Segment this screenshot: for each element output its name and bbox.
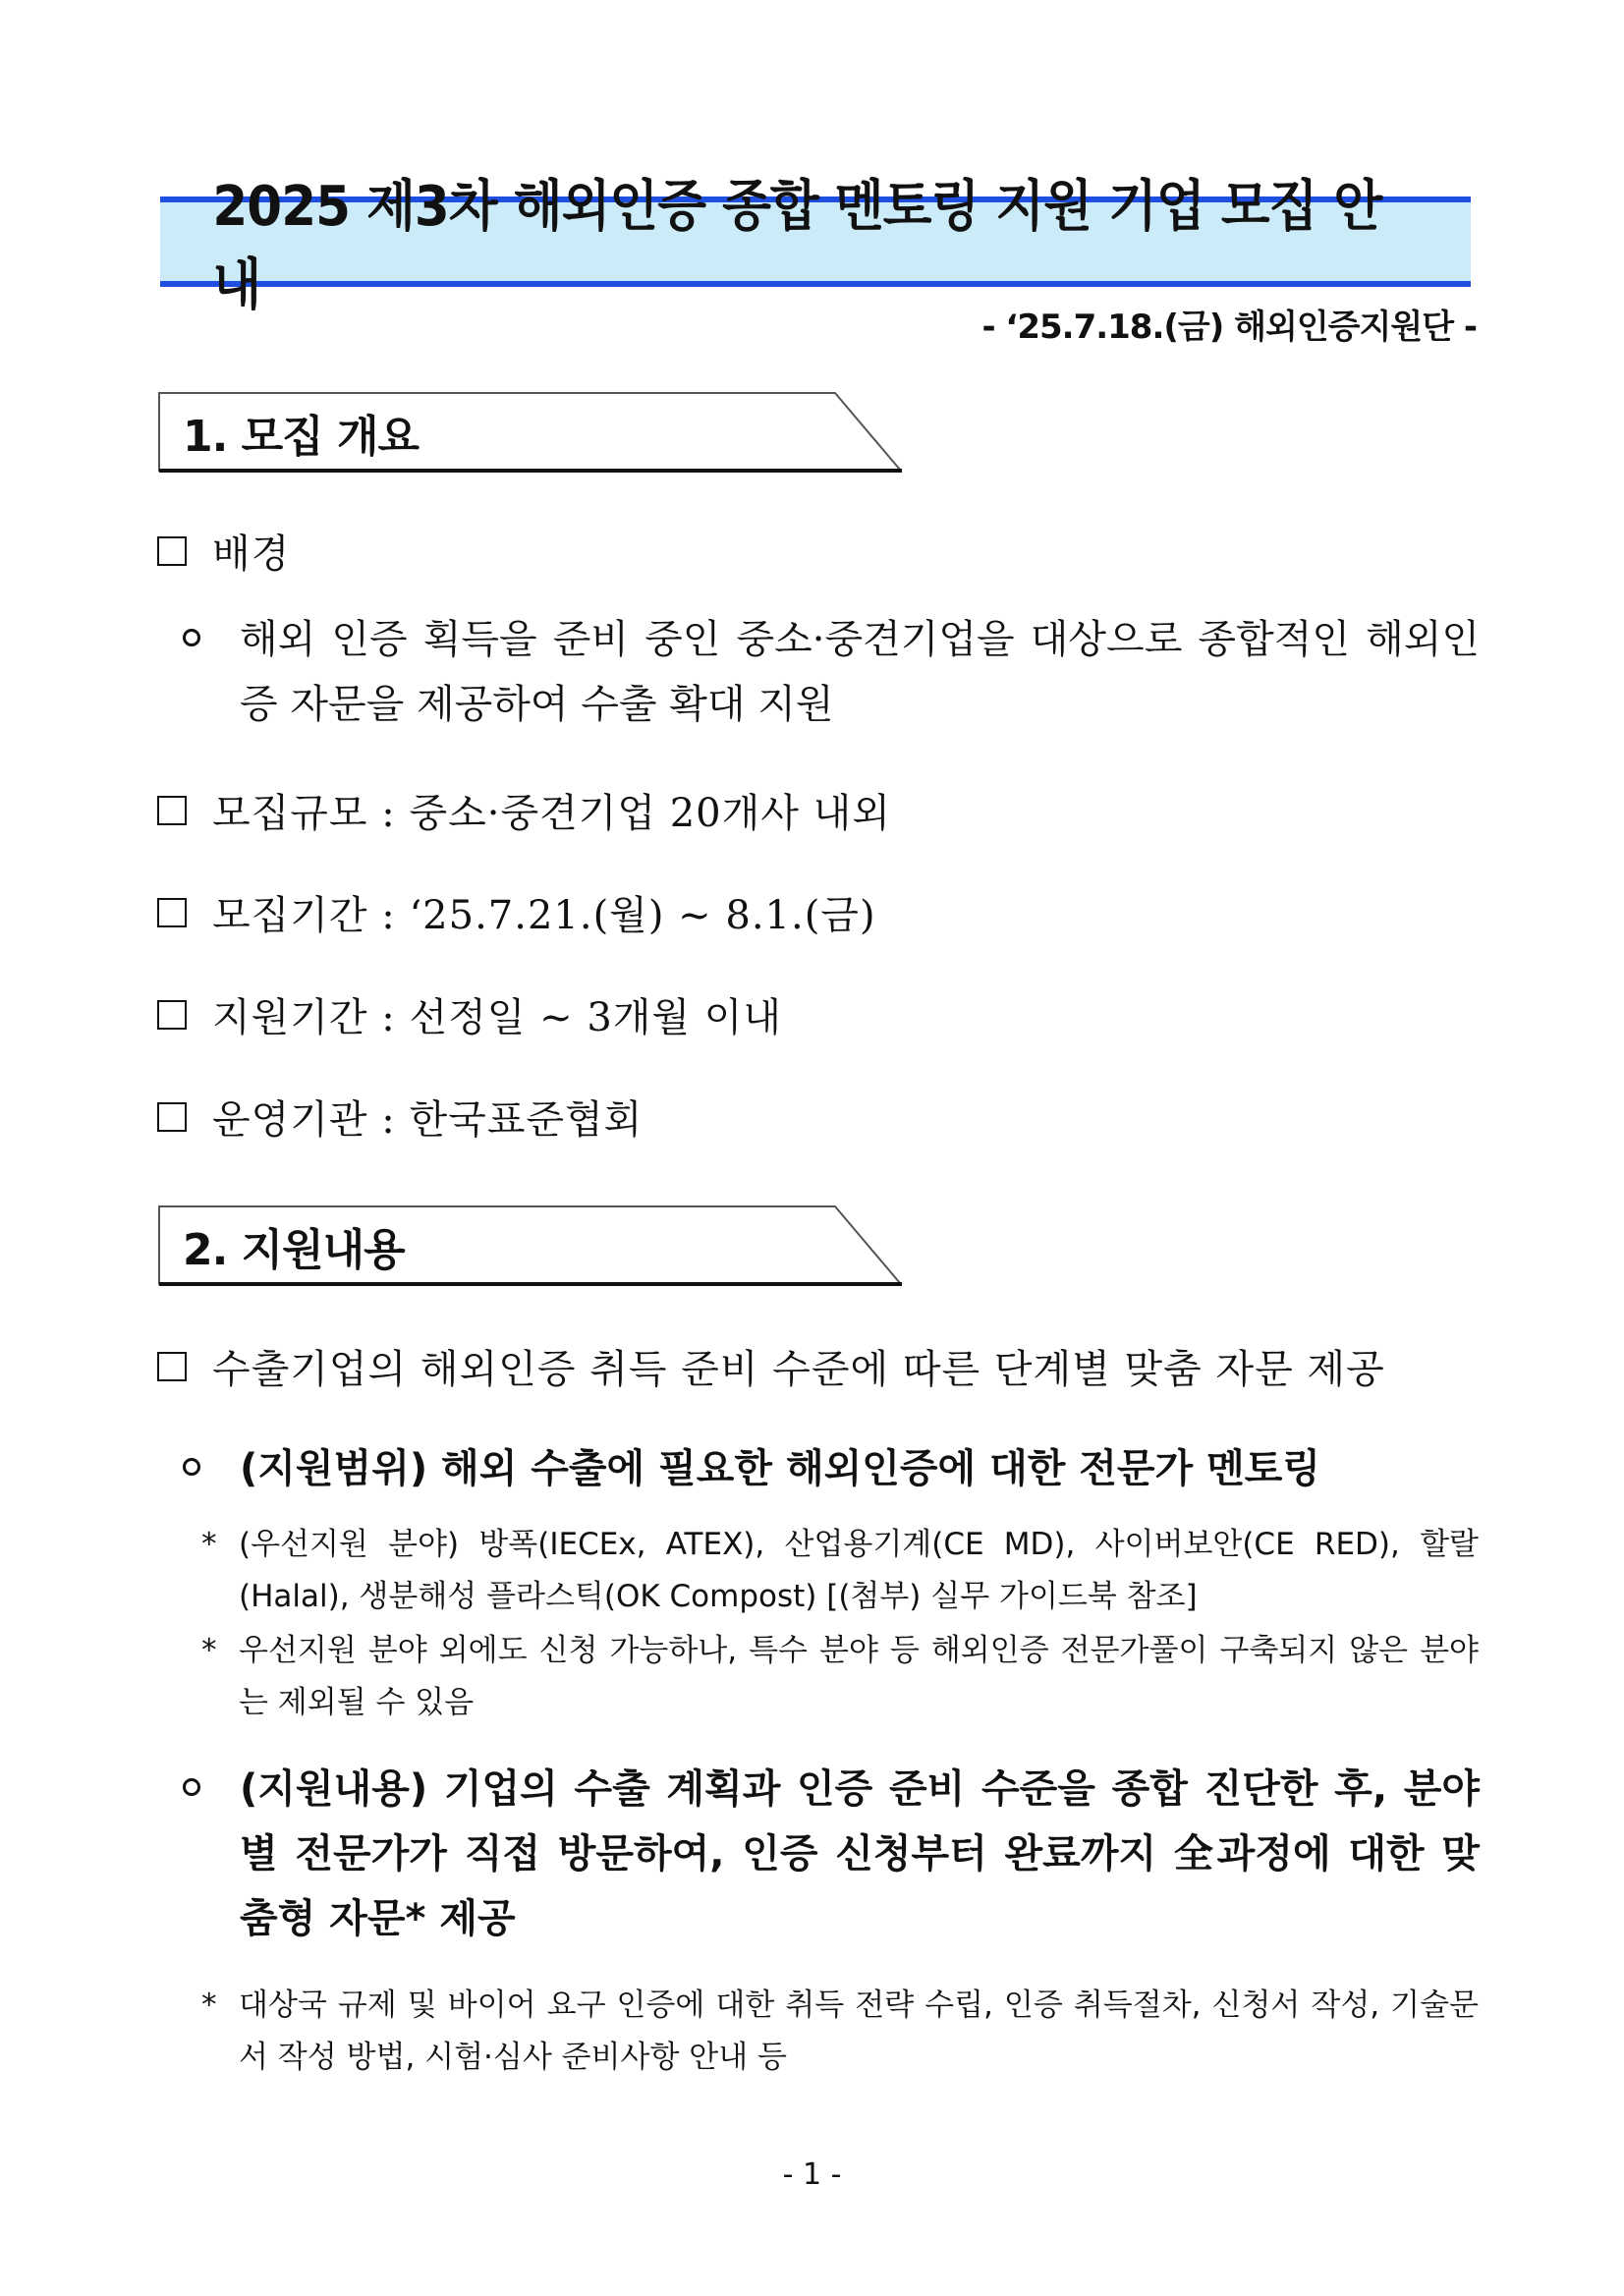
- checkbox-icon: [157, 1102, 187, 1132]
- content-text: (지원내용) 기업의 수출 계획과 인증 준비 수준을 종합 진단한 후, 분야별 전문가가 직접 방문하여, 인증 신청부터 완료까지 全과정에 대한 맞춤형 자문* 제공: [240, 1766, 1480, 1941]
- page-title: 2025 제3차 해외인증 종합 멘토링 지원 기업 모집 안내: [212, 175, 1382, 317]
- scope-note-2-text: 우선지원 분야 외에도 신청 가능하나, 특수 분야 등 해외인증 전문가풀이 구축되지 않은 분야는 제외될 수 있음: [239, 1633, 1479, 1720]
- main-item: [157, 1338, 1385, 1394]
- background-item: [157, 523, 290, 579]
- main-text: 수출기업의 해외인증 취득 준비 수준에 따른 단계별 맞춤 자문 제공: [212, 1347, 1385, 1392]
- date-line: - ‘25.7.18.(금) 해외인증지원단 -: [981, 308, 1477, 347]
- scope-text: (지원범위) 해외 수출에 필요한 해외인증에 대한 전문가 멘토링: [240, 1446, 1321, 1491]
- checkbox-icon: [157, 1352, 187, 1381]
- checkbox-icon: [157, 898, 187, 927]
- background-text: 해외 인증 획득을 준비 중인 중소·중견기업을 대상으로 종합적인 해외인증 자문을 제공하여 수출 확대 지원: [240, 617, 1480, 727]
- scale-item: [157, 782, 891, 838]
- checkbox-icon: [157, 796, 187, 825]
- circle-bullet-icon: [183, 629, 200, 646]
- circle-bullet-icon: [183, 1778, 200, 1796]
- period-item: [157, 884, 876, 940]
- scope-bullet: [183, 1436, 1480, 1501]
- note-marker: *: [201, 1988, 217, 2023]
- scale-text: 모집규모 : 중소·중견기업 20개사 내외: [212, 791, 891, 836]
- content-note: [201, 1980, 1479, 2084]
- scope-note-1: [201, 1519, 1479, 1623]
- support-period-text: 지원기간 : 선정일 ~ 3개월 이내: [212, 995, 783, 1040]
- scope-note-1-text: (우선지원 분야) 방폭(IECEx, ATEX), 산업용기계(CE MD), 사이버보안(CE RED), 할랄 (Halal), 생분해성 플라스틱(OK Compost) [(첨부) 실무 가이드북 참조]: [239, 1527, 1479, 1614]
- section-header-1: [157, 391, 904, 474]
- background-label: 배경: [212, 532, 291, 577]
- content-note-text: 대상국 규제 및 바이어 요구 인증에 대한 취득 전략 수립, 인증 취득절차, 신청서 작성, 기술문서 작성 방법, 시험·심사 준비사항 안내 등: [239, 1988, 1479, 2075]
- checkbox-icon: [157, 1000, 187, 1030]
- circle-bullet-icon: [183, 1458, 200, 1476]
- section-heading: 1. 모집 개요: [183, 412, 419, 462]
- section-heading: 2. 지원내용: [183, 1225, 405, 1275]
- section-header-2: [157, 1204, 904, 1287]
- page-number: - 1 -: [782, 2157, 842, 2192]
- operator-item: [157, 1089, 643, 1145]
- title-banner: [160, 175, 1471, 317]
- checkbox-icon: [157, 536, 187, 566]
- period-text: 모집기간 : ‘25.7.21.(월) ~ 8.1.(금): [212, 893, 876, 938]
- support-period-item: [157, 986, 782, 1042]
- note-marker: *: [201, 1633, 217, 1668]
- scope-note-2: [201, 1625, 1479, 1729]
- note-marker: *: [201, 1527, 217, 1562]
- content-bullet: [183, 1757, 1480, 1951]
- operator-text: 운영기관 : 한국표준협회: [212, 1097, 644, 1143]
- background-bullet: [183, 607, 1480, 737]
